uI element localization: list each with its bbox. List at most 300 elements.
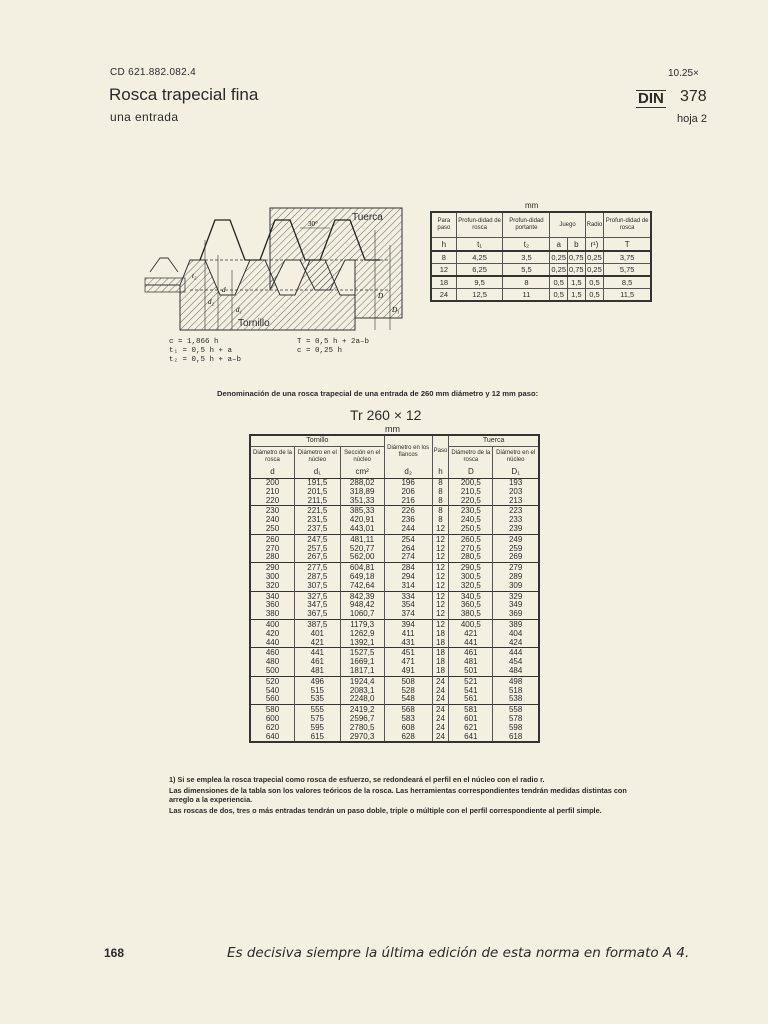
table-cell: 1924,4 (340, 676, 384, 686)
table-cell: 8,5 (604, 276, 651, 289)
table-cell: 347,5 (295, 601, 341, 610)
table-cell: 240,5 (449, 516, 493, 525)
formulas-left (169, 338, 241, 365)
table-cell: 24 (432, 695, 449, 704)
table-cell: 401 (295, 630, 341, 639)
symbol-row (431, 238, 651, 252)
table-cell: 237,5 (295, 525, 341, 534)
table-cell: 351,33 (340, 497, 384, 506)
table-cell: 5,5 (503, 264, 550, 277)
table-cell: 1,5 (568, 289, 586, 302)
table-cell: 354 (384, 601, 432, 610)
table-cell: 260,5 (449, 534, 493, 544)
table-cell: 360 (250, 601, 295, 610)
symbol-cell: D (449, 467, 493, 479)
svg-text:d₁: d₁ (236, 306, 242, 314)
table-cell: 540 (250, 687, 295, 696)
table-cell: 484 (493, 667, 539, 676)
table-cell: 250,5 (449, 525, 493, 534)
table-cell: 501 (449, 667, 493, 676)
main-table-unit: mm (385, 424, 400, 434)
table-cell: 580 (250, 705, 295, 715)
table-cell: 481,11 (340, 534, 384, 544)
table-cell: 12 (432, 534, 449, 544)
table-cell: 223 (493, 506, 539, 516)
table-cell: 11 (503, 289, 550, 302)
table-cell: 18 (432, 630, 449, 639)
table-cell: 548 (384, 695, 432, 704)
table-cell: 1527,5 (340, 648, 384, 658)
table-cell: 575 (295, 715, 341, 724)
table-row (250, 601, 539, 610)
table-cell: 600 (250, 715, 295, 724)
table-row (250, 705, 539, 715)
symbol-cell: t₂ (503, 238, 550, 252)
table-cell: 520,77 (340, 545, 384, 554)
table-cell: 420 (250, 630, 295, 639)
table-cell: 314 (384, 582, 432, 591)
table-row (250, 525, 539, 534)
table-cell: 220 (250, 497, 295, 506)
table-cell: 2596,7 (340, 715, 384, 724)
table-cell: 8 (432, 516, 449, 525)
table-row (250, 658, 539, 667)
table-body (431, 251, 651, 301)
table-cell: 287,5 (295, 573, 341, 582)
formula-c: c = 1,866 h (169, 338, 219, 346)
table-cell: 216 (384, 497, 432, 506)
table-cell: 620 (250, 724, 295, 733)
symbol-row (250, 467, 539, 479)
table-cell: 2970,3 (340, 733, 384, 743)
table-cell: 420,91 (340, 516, 384, 525)
table-row (250, 545, 539, 554)
table-row (250, 573, 539, 582)
col-header: Radio (585, 212, 604, 238)
classification-code: CD 621.882.082.4 (110, 67, 196, 78)
symbol-cell: T (604, 238, 651, 252)
table-row (250, 619, 539, 629)
table-cell: 454 (493, 658, 539, 667)
symbol-cell: cm² (340, 467, 384, 479)
table-cell: 8 (432, 506, 449, 516)
table-cell: 290,5 (449, 563, 493, 573)
table-cell: 0,25 (551, 265, 566, 274)
svg-text:D₁: D₁ (392, 306, 400, 314)
table-cell: 608 (384, 724, 432, 733)
footnotes (169, 775, 649, 816)
table-cell: 329 (493, 591, 539, 601)
document-subtitle: una entrada (110, 110, 179, 124)
table-cell: 11,5 (604, 289, 651, 302)
table-cell: 320 (250, 582, 295, 591)
table-cell: 24 (432, 705, 449, 715)
denomination-text: Denominación de una rosca trapecial de una entrada de 260 mm diámetro y 12 mm paso: (217, 389, 539, 398)
table-cell: 1,5 (568, 276, 586, 289)
col-header: Profun-didad de rosca (456, 212, 503, 238)
table-cell: 12 (431, 264, 456, 277)
table-cell: 257,5 (295, 545, 341, 554)
table-cell: 561 (449, 695, 493, 704)
table-cell: 288,02 (340, 479, 384, 488)
table-cell: 260 (250, 534, 295, 544)
table-row (250, 506, 539, 516)
table-cell: 583 (384, 715, 432, 724)
din-number: 378 (680, 88, 707, 105)
table-cell: 369 (493, 610, 539, 619)
col-header: Diámetro en los flancos (384, 435, 432, 467)
table-cell: 270,5 (449, 545, 493, 554)
table-cell: 394 (384, 619, 432, 629)
footnote-1: 1) Si se emplea la rosca trapecial como rosca de esfuerzo, se redondeará el perfil en el núcleo con el radio r. (169, 775, 545, 784)
thread-dimensions-table (249, 434, 540, 743)
col-header: Diámetro de la rosca (250, 447, 295, 468)
table-cell: 24 (432, 687, 449, 696)
table-cell: 649,18 (340, 573, 384, 582)
table-cell: 340 (250, 591, 295, 601)
footnote-2: Las dimensiones de la tabla son los valores teóricos de la rosca. Las herramientas correspondientes tendrán medidas distintas con arreglo a la experiencia. (169, 785, 627, 805)
table-cell: 8 (432, 488, 449, 497)
table-cell: 240 (250, 516, 295, 525)
table-cell: 24 (432, 724, 449, 733)
table-cell: 213 (493, 497, 539, 506)
table-cell: 595 (295, 724, 341, 733)
table-cell: 0,75 (569, 265, 584, 274)
table-cell: 496 (295, 676, 341, 686)
table-cell: 1392,1 (340, 639, 384, 648)
din-logo: DIN (638, 90, 664, 107)
table-cell: 226 (384, 506, 432, 516)
table-cell: 289 (493, 573, 539, 582)
table-cell: 294 (384, 573, 432, 582)
svg-text:d₂: d₂ (208, 298, 214, 306)
table-row (250, 715, 539, 724)
table-cell: 210,5 (449, 488, 493, 497)
table-cell: 290 (250, 563, 295, 573)
table-row (250, 733, 539, 743)
table-cell: 360,5 (449, 601, 493, 610)
table-cell: 300 (250, 573, 295, 582)
table-cell: 400 (250, 619, 295, 629)
formula-T: T = 0,5 h + 2a–b (297, 338, 370, 346)
formulas-right (297, 338, 369, 356)
symbol-cell: D₁ (493, 467, 539, 479)
table-cell: 1179,3 (340, 619, 384, 629)
table-cell: 269 (493, 553, 539, 562)
table-row (250, 724, 539, 733)
table-cell: 193 (493, 479, 539, 488)
table-cell: 210 (250, 488, 295, 497)
table-row (250, 639, 539, 648)
symbol-cell: d₁ (295, 467, 341, 479)
table-cell: 628 (384, 733, 432, 743)
table-cell: 196 (384, 479, 432, 488)
table-cell: 24 (431, 289, 456, 302)
col-header: Diámetro de la rosca (449, 447, 493, 468)
table-cell: 535 (295, 695, 341, 704)
table-cell: 12 (432, 591, 449, 601)
table-cell: 948,42 (340, 601, 384, 610)
table-cell: 8 (432, 479, 449, 488)
table-cell: 443,01 (340, 525, 384, 534)
footer-note: Es decisiva siempre la última edición de esta norma en formato A 4. (227, 945, 690, 961)
table-cell: 236 (384, 516, 432, 525)
group-nut: Tuerca (449, 435, 539, 447)
table-cell: 206 (384, 488, 432, 497)
table-cell: 508 (384, 676, 432, 686)
table-cell: 249 (493, 534, 539, 544)
table-row (250, 610, 539, 619)
table-cell: 601 (449, 715, 493, 724)
table-cell: 604,81 (340, 563, 384, 573)
table-cell: 0,5 (585, 276, 604, 289)
table-cell: 203 (493, 488, 539, 497)
table-cell: 387,5 (295, 619, 341, 629)
group-header-row (250, 435, 539, 447)
table-cell: 568 (384, 705, 432, 715)
table-cell: 9,5 (456, 276, 503, 289)
table-cell: 4,25 (456, 251, 503, 264)
table-cell: 230 (250, 506, 295, 516)
table-cell: 367,5 (295, 610, 341, 619)
table-cell: 12 (432, 601, 449, 610)
table-cell: 1817,1 (340, 667, 384, 676)
table-cell: 12 (432, 563, 449, 573)
document-title: Rosca trapecial fina (109, 85, 259, 104)
table-cell: 284 (384, 563, 432, 573)
table-body (250, 479, 539, 743)
table-cell: 18 (431, 276, 456, 289)
svg-text:d: d (222, 286, 226, 294)
symbol-cell: h (431, 238, 456, 252)
table-cell: 431 (384, 639, 432, 648)
table-cell: 18 (432, 648, 449, 658)
col-header: Diámetro en el núcleo (295, 447, 341, 468)
table-cell: 424 (493, 639, 539, 648)
col-header: Profun-didad de rosca (604, 212, 651, 238)
table-cell: 24 (432, 715, 449, 724)
table-cell: 327,5 (295, 591, 341, 601)
table-cell: 444 (493, 648, 539, 658)
table-cell: 230,5 (449, 506, 493, 516)
table-cell: 498 (493, 676, 539, 686)
table-cell: 191,5 (295, 479, 341, 488)
table-cell: 201,5 (295, 488, 341, 497)
table-cell: 461 (295, 658, 341, 667)
footnote-3: Las roscas de dos, tres o más entradas tendrán un paso doble, triple o múltiple con el perfil correspondiente al perfil simple. (169, 805, 602, 815)
table-cell: 1060,7 (340, 610, 384, 619)
table-cell: 3,75 (604, 251, 651, 264)
table-cell: 12 (432, 619, 449, 629)
table-cell: 280 (250, 553, 295, 562)
col-header: Para paso (431, 212, 456, 238)
table-cell: 8 (503, 276, 550, 289)
table-cell: 259 (493, 545, 539, 554)
table-cell: 538 (493, 695, 539, 704)
table-cell: 451 (384, 648, 432, 658)
table-cell: 389 (493, 619, 539, 629)
table-cell: 560 (250, 695, 295, 704)
table-cell: 842,39 (340, 591, 384, 601)
symbol-cell: b (568, 238, 586, 252)
table-cell: 421 (295, 639, 341, 648)
symbol-cell: d (250, 467, 295, 479)
table-cell: 12 (432, 545, 449, 554)
formula-t1: t₁ = 0,5 h + a (169, 347, 233, 355)
table-row (431, 276, 651, 289)
table-cell: 221,5 (295, 506, 341, 516)
table-cell: 481 (449, 658, 493, 667)
table-cell: 247,5 (295, 534, 341, 544)
table-cell: 18 (432, 658, 449, 667)
table-row (250, 563, 539, 573)
symbol-cell: d₂ (384, 467, 432, 479)
table-cell: 200 (250, 479, 295, 488)
table-cell: 0,25 (585, 264, 604, 277)
table-cell: 334 (384, 591, 432, 601)
table-cell: 461 (449, 648, 493, 658)
table-cell: 380 (250, 610, 295, 619)
table-cell: 518 (493, 687, 539, 696)
designation: Tr 260 × 12 (350, 407, 422, 423)
table-row (250, 695, 539, 704)
table-cell: 270 (250, 545, 295, 554)
table-cell: 18 (432, 639, 449, 648)
table-row (250, 648, 539, 658)
table-cell: 441 (449, 639, 493, 648)
table-cell: 274 (384, 553, 432, 562)
small-table-unit: mm (525, 201, 539, 210)
table-cell: 528 (384, 687, 432, 696)
table-cell: 233 (493, 516, 539, 525)
table-cell: 541 (449, 687, 493, 696)
table-row (431, 264, 651, 277)
table-cell: 598 (493, 724, 539, 733)
table-cell: 421 (449, 630, 493, 639)
table-cell: 618 (493, 733, 539, 743)
table-cell: 500 (250, 667, 295, 676)
table-cell: 0,25 (585, 251, 604, 264)
table-cell: 374 (384, 610, 432, 619)
table-cell: 320,5 (449, 582, 493, 591)
table-cell: 244 (384, 525, 432, 534)
table-cell: 8 (431, 251, 456, 264)
table-cell: 12 (432, 610, 449, 619)
table-cell: 12 (432, 553, 449, 562)
table-cell: 0,25 (551, 253, 566, 262)
table-cell: 3,5 (503, 251, 550, 264)
table-cell: 515 (295, 687, 341, 696)
table-cell: 558 (493, 705, 539, 715)
table-row (250, 479, 539, 488)
table-cell: 318,89 (340, 488, 384, 497)
table-cell: 211,5 (295, 497, 341, 506)
table-row (250, 676, 539, 686)
table-cell: 2248,0 (340, 695, 384, 704)
table-cell: 562,00 (340, 553, 384, 562)
table-cell: 12 (432, 582, 449, 591)
table-cell: 12 (432, 573, 449, 582)
col-header: Sección en el núcleo (340, 447, 384, 468)
profile-dimensions-table (430, 211, 652, 302)
table-cell: 0,5 (550, 276, 568, 289)
col-header: Diámetro en el núcleo (493, 447, 539, 468)
table-cell: 441 (295, 648, 341, 658)
table-cell: 615 (295, 733, 341, 743)
table-row (250, 667, 539, 676)
table-cell: 480 (250, 658, 295, 667)
table-cell: 220,5 (449, 497, 493, 506)
table-cell: 404 (493, 630, 539, 639)
table-cell: 385,33 (340, 506, 384, 516)
symbol-cell: t₁ (456, 238, 503, 252)
sheet-number: hoja 2 (677, 113, 707, 125)
table-cell: 239 (493, 525, 539, 534)
table-cell: 279 (493, 563, 539, 573)
table-cell: 400,5 (449, 619, 493, 629)
table-cell: 340,5 (449, 591, 493, 601)
table-cell: 481 (295, 667, 341, 676)
table-row (250, 591, 539, 601)
table-cell: 250 (250, 525, 295, 534)
edition-reference: 10.25× (668, 68, 699, 79)
page-number: 168 (104, 946, 125, 960)
table-row (250, 687, 539, 696)
table-cell: 277,5 (295, 563, 341, 573)
table-row (431, 289, 651, 302)
table-cell: 460 (250, 648, 295, 658)
formula-t2: t₂ = 0,5 h + a–b (169, 356, 242, 364)
table-cell: 309 (493, 582, 539, 591)
table-cell: 471 (384, 658, 432, 667)
table-cell: 12,5 (456, 289, 503, 302)
symbol-cell: a (550, 238, 568, 252)
table-cell: 1262,9 (340, 630, 384, 639)
table-cell: 12 (432, 525, 449, 534)
symbol-cell: h (432, 467, 449, 479)
table-cell: 0,75 (569, 253, 584, 262)
col-header: Paso (432, 435, 449, 467)
table-cell: 24 (432, 676, 449, 686)
symbol-cell: r¹) (585, 238, 604, 252)
table-cell: 24 (432, 733, 449, 743)
table-cell: 2083,1 (340, 687, 384, 696)
col-header: Juego (550, 212, 585, 238)
table-cell: 264 (384, 545, 432, 554)
table-row (250, 488, 539, 497)
table-row (250, 553, 539, 562)
table-cell: 555 (295, 705, 341, 715)
group-screw: Tornillo (250, 435, 384, 447)
table-cell: 742,64 (340, 582, 384, 591)
table-row (250, 516, 539, 525)
table-cell: 2780,5 (340, 724, 384, 733)
table-cell: 200,5 (449, 479, 493, 488)
table-cell: 2419,2 (340, 705, 384, 715)
table-cell: 8 (432, 497, 449, 506)
table-cell: 267,5 (295, 553, 341, 562)
table-row (250, 630, 539, 639)
table-cell: 641 (449, 733, 493, 743)
table-cell: 6,25 (456, 264, 503, 277)
table-header-row (431, 212, 651, 238)
formula-c2: c = 0,25 h (297, 347, 343, 355)
table-cell: 0,5 (550, 289, 568, 302)
table-cell: 491 (384, 667, 432, 676)
svg-text:30°: 30° (308, 220, 318, 228)
col-header: Profun-didad portante (503, 212, 550, 238)
nut-label: Tuerca (352, 212, 383, 223)
